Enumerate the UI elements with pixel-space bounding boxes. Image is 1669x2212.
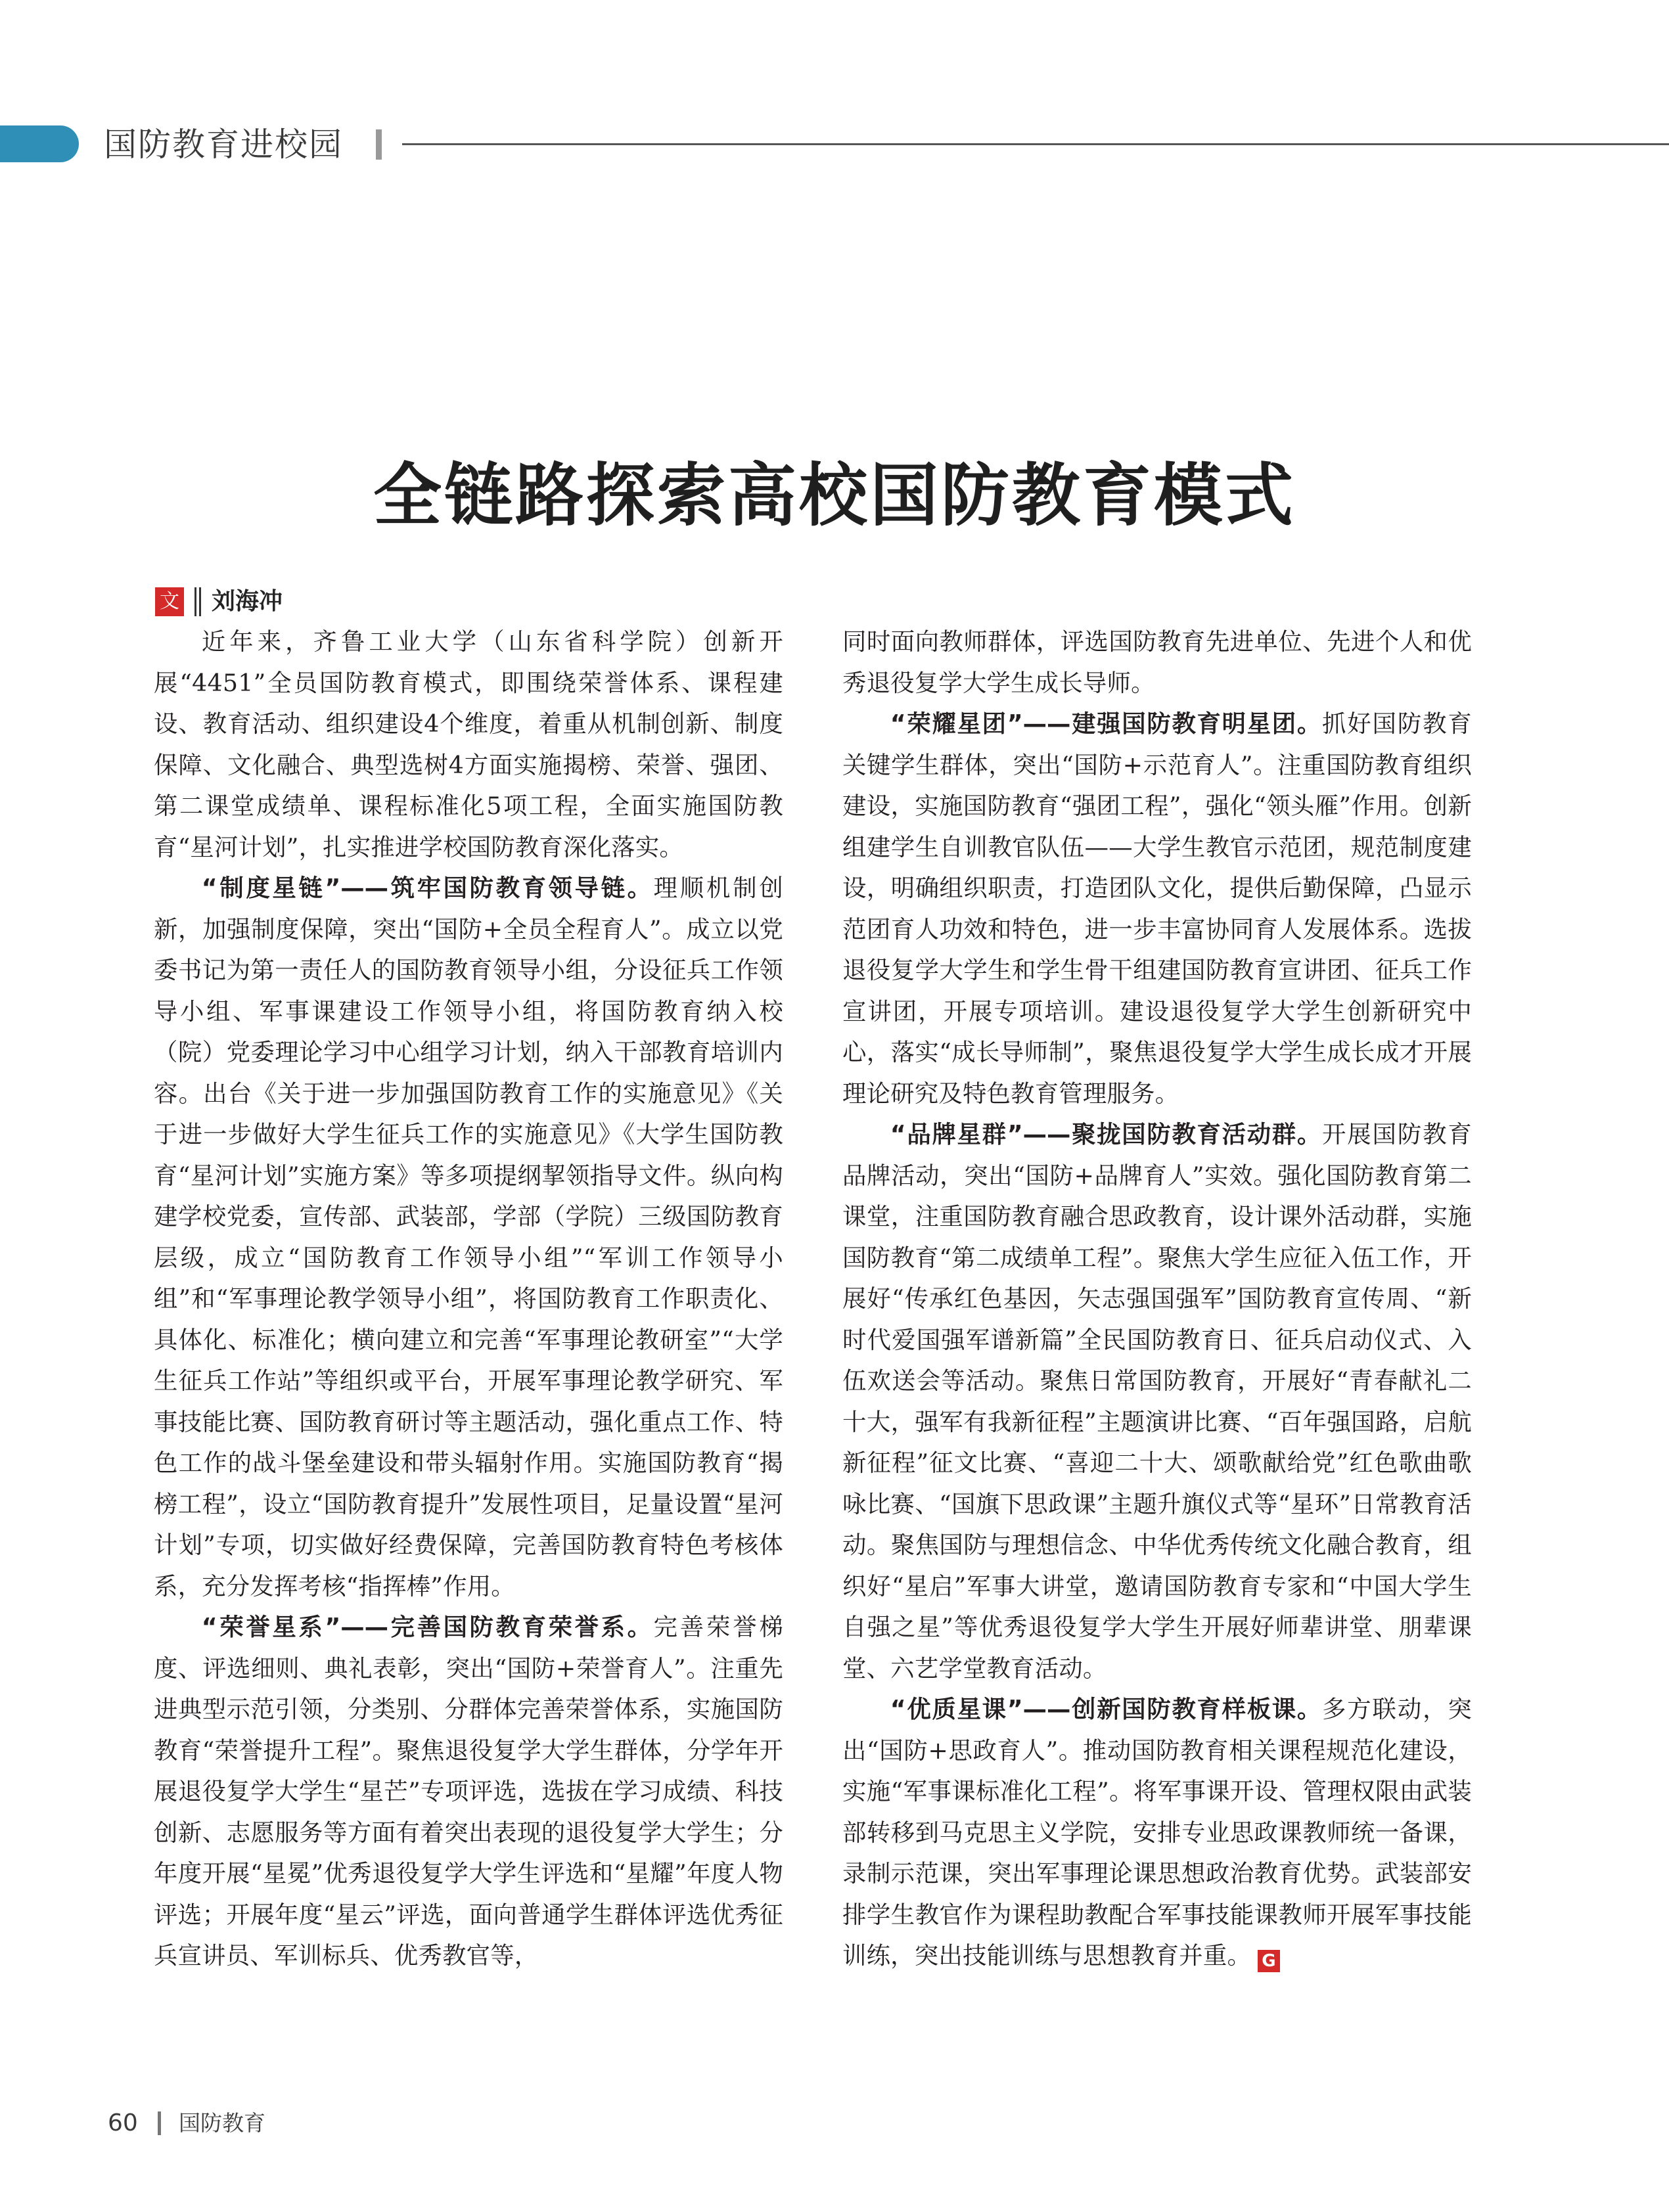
article-column-right — [842, 621, 1472, 1977]
paragraph-quality-course — [842, 1689, 1472, 1977]
paragraph-intro: 近年来，齐鲁工业大学（山东省科学院）创新开展“4451”全员国防教育模式，即围绕荣誉体系、课程建设、教育活动、组织建设4个维度，着重从机制创新、制度保障、文化融合、典型选树4方面实施揭榜、荣誉、强团、第二课堂成绩单、课程标准化5项工程，全面实施国防教育“星河计划”，扎实推进学校国防教育深化落实。 — [154, 627, 783, 861]
section-heading-quality-course: “优质星课”——创新国防教育样板课。 — [890, 1695, 1322, 1723]
section-label: 国防教育进校园 — [104, 125, 343, 164]
section-heading-institution-chain: “制度星链”——筑牢国防教育领导链。 — [201, 874, 654, 902]
section-heading-honor-system: “荣誉星系”——完善国防教育荣誉系。 — [201, 1613, 654, 1641]
article-column-left — [154, 621, 783, 1977]
section-heading-brand-group: “品牌星群”——聚拢国防教育活动群。 — [890, 1120, 1322, 1148]
paragraph-continuation: 同时面向教师群体，评选国防教育先进单位、先进个人和优秀退役复学大学生成长导师。 — [842, 627, 1472, 697]
section-heading-glory-cluster: “荣耀星团”——建强国防教育明星团。 — [890, 710, 1322, 738]
footer-divider — [158, 2111, 161, 2135]
byline-author: 刘海冲 — [212, 588, 283, 615]
paragraph-institution-chain — [154, 868, 783, 1607]
page-number: 60 — [108, 2110, 138, 2136]
end-of-article-icon: G — [1258, 1950, 1280, 1972]
byline-tag: 文 — [155, 587, 184, 616]
paragraph-body: 多方联动，突出“国防+思政育人”。推动国防教育相关课程规范化建设，实施“军事课标准化工程”。将军事课开设、管理权限由武装部转移到马克思主义学院，安排专业思政课教师统一备课，录制示范课，突出军事理论课思想政治教育优势。武装部安排学生教官作为课程助教配合军事技能课教师开展军事技能训练，突出技能训练与思想教育并重。 — [842, 1695, 1472, 1970]
paragraph-body: 完善荣誉梯度、评选细则、典礼表彰，突出“国防+荣誉育人”。注重先进典型示范引领，分类别、分群体完善荣誉体系，实施国防教育“荣誉提升工程”。聚焦退役复学大学生群体，分学年开展退役复学大学生“星芒”专项评选，选拔在学习成绩、科技创新、志愿服务等方面有着突出表现的退役复学大学生；分年度开展“星冕”优秀退役复学大学生评选和“星耀”年度人物评选；开展年度“星云”评选，面向普通学生群体评选优秀征兵宣讲员、军训标兵、优秀教官等， — [154, 1613, 783, 1970]
paragraph-glory-cluster — [842, 704, 1472, 1114]
page-title: 全链路探索高校国防教育模式 — [373, 455, 1296, 535]
section-divider-bar — [376, 129, 382, 160]
paragraph-body: 开展国防教育品牌活动，突出“国防+品牌育人”实效。强化国防教育第二课堂，注重国防教育融合思政教育，设计课外活动群，实施国防教育“第二成绩单工程”。聚焦大学生应征入伍工作，开展好“传承红色基因，矢志强国强军”国防教育宣传周、“新时代爱国强军谱新篇”全民国防教育日、征兵启动仪式、入伍欢送会等活动。聚焦日常国防教育，开展好“青春献礼二十大，强军有我新征程”主题演讲比赛、“百年强国路，启航新征程”征文比赛、“喜迎二十大、颂歌献给党”红色歌曲歌咏比赛、“国旗下思政课”主题升旗仪式等“星环”日常教育活动。聚焦国防与理想信念、中华优秀传统文化融合教育，组织好“星启”军事大讲堂，邀请国防教育专家和“中国大学生自强之星”等优秀退役复学大学生开展好师辈讲堂、朋辈课堂、六艺学堂教育活动。 — [842, 1120, 1472, 1682]
paragraph-body: 理顺机制创新，加强制度保障，突出“国防+全员全程育人”。成立以党委书记为第一责任人的国防教育领导小组，分设征兵工作领导小组、军事课建设工作领导小组，将国防教育纳入校（院）党委理论学习中心组学习计划，纳入干部教育培训内容。出台《关于进一步加强国防教育工作的实施意见》《关于进一步做好大学生征兵工作的实施意见》《大学生国防教育“星河计划”实施方案》等多项提纲挈领指导文件。纵向构建学校党委，宣传部、武装部，学部（学院）三级国防教育层级，成立“国防教育工作领导小组”“军训工作领导小组”和“军事理论教学领导小组”，将国防教育工作职责化、具体化、标准化；横向建立和完善“军事理论教研室”“大学生征兵工作站”等组织或平台，开展军事理论教学研究、军事技能比赛、国防教育研讨等主题活动，强化重点工作、特色工作的战斗堡垒建设和带头辐射作用。实施国防教育“揭榜工程”，设立“国防教育提升”发展性项目，足量设置“星河计划”专项，切实做好经费保障，完善国防教育特色考核体系，充分发挥考核“指挥棒”作用。 — [154, 874, 783, 1600]
header-rule — [402, 143, 1669, 145]
paragraph-honor-system — [154, 1607, 783, 1977]
paragraph-body: 抓好国防教育关键学生群体，突出“国防+示范育人”。注重国防教育组织建设，实施国防教育“强团工程”，强化“领头雁”作用。创新组建学生自训教官队伍——大学生教官示范团，规范制度建设，明确组织职责，打造团队文化，提供后勤保障，凸显示范团育人功效和特色，进一步丰富协同育人发展体系。选拔退役复学大学生和学生骨干组建国防教育宣讲团、征兵工作宣讲团，开展专项培训。建设退役复学大学生创新研究中心，落实“成长导师制”，聚焦退役复学大学生成长成才开展理论研究及特色教育管理服务。 — [842, 710, 1472, 1108]
journal-name: 国防教育 — [179, 2110, 265, 2136]
paragraph-brand-group — [842, 1114, 1472, 1689]
byline-divider — [194, 587, 201, 616]
section-tab-marker — [0, 125, 79, 162]
